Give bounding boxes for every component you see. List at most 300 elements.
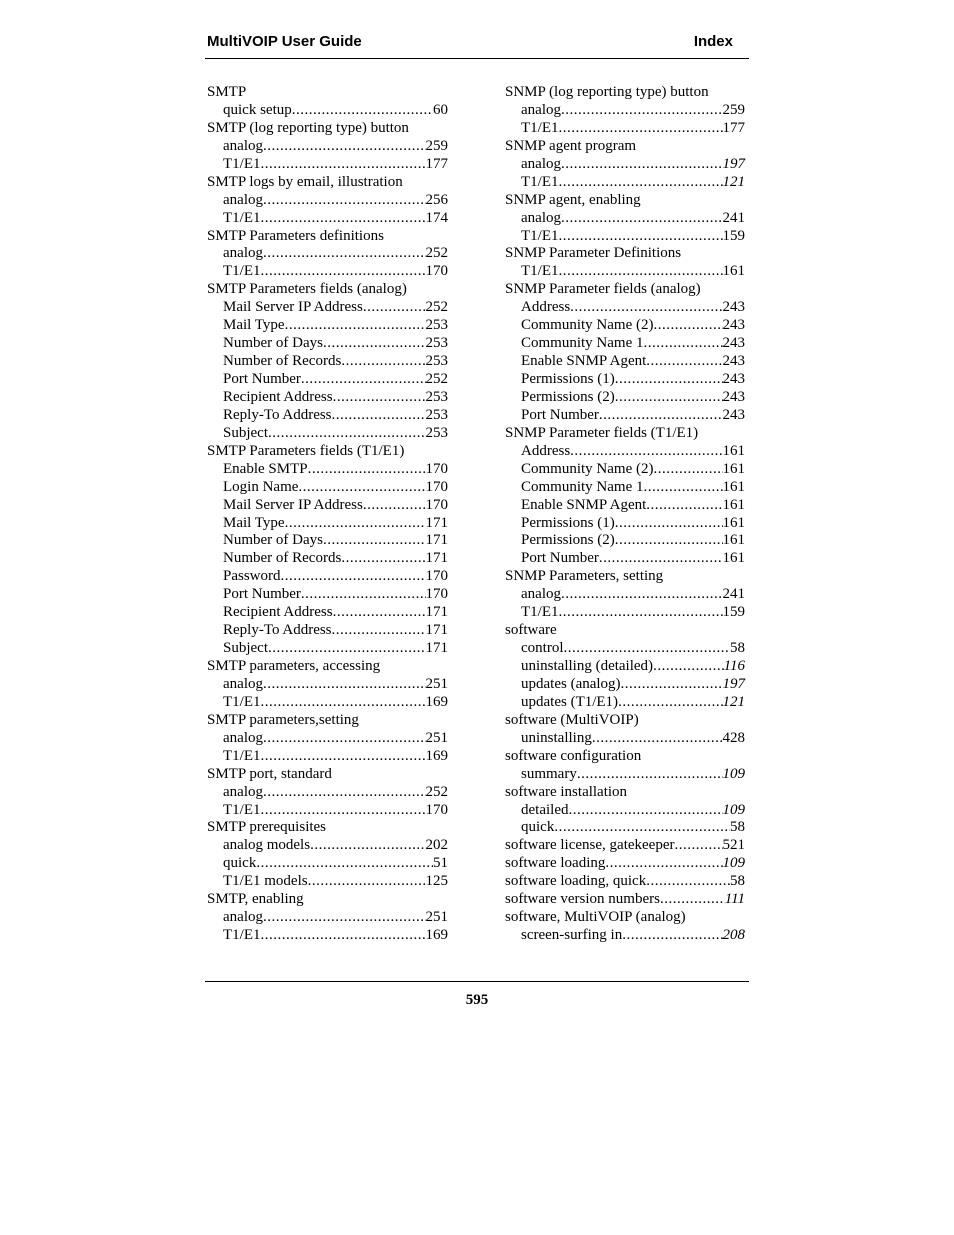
index-subentry <box>505 586 745 604</box>
dot-leader <box>559 604 723 622</box>
page-reference: 251 <box>425 675 448 692</box>
index-subentry <box>505 515 745 533</box>
page-reference: 169 <box>425 693 448 710</box>
index-subentry <box>207 550 448 568</box>
dot-leader <box>615 389 723 407</box>
index-subentry <box>505 658 745 676</box>
entry-label: T1/E1 <box>223 693 261 710</box>
entry-label: Mail Type <box>223 317 285 334</box>
index-heading: SMTP, enabling <box>207 891 304 908</box>
dot-leader <box>363 497 426 515</box>
entry-label: Enable SNMP Agent <box>521 353 647 370</box>
dot-leader <box>261 210 426 228</box>
entry-label: T1/E1 <box>223 155 261 172</box>
dot-leader <box>564 640 731 658</box>
index-column-right <box>505 84 745 945</box>
dot-leader <box>599 407 723 425</box>
entry-label: software version numbers <box>505 891 660 908</box>
dot-leader <box>646 353 722 371</box>
page-reference: 241 <box>722 209 745 226</box>
dot-leader <box>577 766 723 784</box>
entry-label: Community Name (2) <box>521 460 654 477</box>
entry-label: T1/E1 <box>223 209 261 226</box>
entry-label: analog models <box>223 837 311 854</box>
dot-leader <box>268 425 426 443</box>
page-reference: 197 <box>722 155 745 172</box>
page-reference: 171 <box>425 550 448 567</box>
entry-label: Enable SMTP <box>223 460 308 477</box>
entry-label: Permissions (1) <box>521 371 615 387</box>
page-reference: 170 <box>425 586 448 603</box>
page-reference: 159 <box>722 604 745 621</box>
index-subentry <box>207 102 448 120</box>
entry-label: Recipient Address <box>223 604 333 621</box>
index-heading: software (MultiVOIP) <box>505 711 639 728</box>
page-reference: 161 <box>722 263 745 280</box>
entry-label: summary <box>521 765 577 782</box>
dot-leader <box>568 802 722 820</box>
index-subentry <box>207 515 448 533</box>
entry-label: Address <box>521 299 571 316</box>
index-subentry <box>207 192 448 210</box>
document-title: MultiVOIP User Guide <box>207 33 362 50</box>
entry-label: Community Name 1 <box>521 335 644 352</box>
page-reference: 253 <box>425 317 448 334</box>
page-reference: 243 <box>722 406 745 423</box>
page-reference: 170 <box>425 460 448 477</box>
page-reference: 171 <box>425 514 448 531</box>
index-heading <box>505 891 745 909</box>
dot-leader <box>559 263 723 281</box>
index-heading: SNMP Parameter Definitions <box>505 245 682 262</box>
page-reference: 170 <box>425 478 448 495</box>
dot-leader <box>653 461 722 479</box>
dot-leader <box>363 299 426 317</box>
index-heading: SMTP (log reporting type) button <box>207 119 409 136</box>
entry-label: T1/E1 <box>223 927 261 944</box>
page-reference: 109 <box>722 855 745 872</box>
page-reference: 171 <box>425 604 448 621</box>
dot-leader <box>570 443 722 461</box>
dot-leader <box>621 676 723 694</box>
index-subentry <box>207 317 448 335</box>
page-reference: 253 <box>425 406 448 423</box>
index-subentry <box>207 389 448 407</box>
index-subentry <box>505 389 745 407</box>
dot-leader <box>653 658 724 676</box>
entry-label: T1/E1 <box>223 747 261 764</box>
entry-label: Port Number <box>223 586 301 603</box>
index-subentry <box>207 299 448 317</box>
index-subentry <box>505 640 745 658</box>
dot-leader <box>333 389 426 407</box>
dot-leader <box>263 730 426 748</box>
page-reference: 161 <box>722 496 745 513</box>
index-subentry <box>505 927 745 945</box>
index-subentry <box>505 676 745 694</box>
page-reference: 202 <box>425 837 448 854</box>
page-reference: 58 <box>730 640 745 657</box>
page-reference: 161 <box>722 460 745 477</box>
page-reference: 161 <box>722 532 745 549</box>
dot-leader <box>653 317 722 335</box>
entry-label: analog <box>223 675 263 692</box>
index-subentry <box>505 353 745 371</box>
dot-leader <box>341 550 425 568</box>
dot-leader <box>298 479 425 497</box>
dot-leader <box>554 819 730 837</box>
index-subentry <box>505 479 745 497</box>
dot-leader <box>615 371 723 389</box>
entry-label: Mail Server IP Address <box>223 496 363 513</box>
index-subentry <box>207 335 448 353</box>
index-subentry <box>207 927 448 945</box>
page-reference: 161 <box>722 550 745 567</box>
index-subentry <box>505 102 745 120</box>
index-subentry <box>207 604 448 622</box>
dot-leader <box>263 784 426 802</box>
dot-leader <box>285 317 426 335</box>
header-rule <box>205 58 749 59</box>
index-subentry <box>207 353 448 371</box>
index-subentry <box>505 443 745 461</box>
index-subentry <box>505 156 745 174</box>
index-heading: SNMP Parameters, setting <box>505 568 664 585</box>
dot-leader <box>660 891 725 909</box>
dot-leader <box>559 120 723 138</box>
entry-label: Enable SNMP Agent <box>521 496 647 513</box>
dot-leader <box>301 586 426 604</box>
entry-label: quick <box>521 819 555 836</box>
index-subentry <box>505 263 745 281</box>
index-subentry <box>505 532 745 550</box>
entry-label: Permissions (1) <box>521 514 615 531</box>
entry-label: Number of Days <box>223 335 323 352</box>
index-heading: SNMP agent program <box>505 137 637 154</box>
page-reference: 252 <box>425 371 448 387</box>
index-subentry <box>207 156 448 174</box>
page-reference: 256 <box>425 191 448 208</box>
index-heading: SMTP Parameters fields (T1/E1) <box>207 442 405 459</box>
entry-label: analog <box>521 101 561 118</box>
page-reference: 208 <box>722 927 745 944</box>
dot-leader <box>570 299 722 317</box>
index-subentry <box>207 622 448 640</box>
entry-label: analog <box>521 209 561 226</box>
index-subentry <box>207 802 448 820</box>
entry-label: analog <box>223 909 263 926</box>
index-subentry <box>207 568 448 586</box>
entry-label: Password <box>223 568 281 585</box>
page-reference: 243 <box>722 353 745 370</box>
entry-label: Community Name (2) <box>521 317 654 334</box>
entry-label: Permissions (2) <box>521 532 615 549</box>
dot-leader <box>592 730 723 748</box>
page-reference: 243 <box>722 317 745 334</box>
index-subentry <box>207 497 448 515</box>
entry-label: uninstalling (detailed) <box>521 658 654 674</box>
index-subentry <box>207 909 448 927</box>
entry-label: Login Name <box>223 478 299 495</box>
index-subentry <box>505 802 745 820</box>
index-subentry <box>207 855 448 873</box>
dot-leader <box>644 335 723 353</box>
index-heading: SNMP agent, enabling <box>505 191 641 208</box>
index-subentry <box>207 532 448 550</box>
dot-leader <box>599 550 723 568</box>
page-reference: 58 <box>730 819 745 836</box>
entry-label: software loading <box>505 855 606 872</box>
dot-leader <box>615 532 723 550</box>
dot-leader <box>256 855 433 873</box>
dot-leader <box>323 335 426 353</box>
entry-label: updates (T1/E1) <box>521 693 619 710</box>
page-reference: 241 <box>722 586 745 603</box>
page-reference: 243 <box>722 299 745 316</box>
page-reference: 159 <box>722 227 745 244</box>
entry-label: T1/E1 models <box>223 873 308 890</box>
page-reference: 109 <box>722 801 745 818</box>
index-subentry <box>207 586 448 604</box>
dot-leader <box>285 515 426 533</box>
entry-label: control <box>521 640 564 657</box>
index-subentry <box>505 461 745 479</box>
index-heading: SMTP port, standard <box>207 765 332 782</box>
dot-leader <box>261 748 426 766</box>
page-reference: 253 <box>425 388 448 405</box>
page-reference: 51 <box>433 855 448 872</box>
entry-label: Number of Days <box>223 532 323 549</box>
index-subentry <box>505 550 745 568</box>
index-heading: software, MultiVOIP (analog) <box>505 909 686 926</box>
index-heading <box>505 837 745 855</box>
entry-label: updates (analog) <box>521 675 621 692</box>
page-reference: 252 <box>425 783 448 800</box>
index-subentry <box>207 676 448 694</box>
page-reference: 170 <box>425 568 448 585</box>
entry-label: Port Number <box>223 371 301 387</box>
entry-label: analog <box>223 137 263 154</box>
page-number: 595 <box>465 992 489 1008</box>
entry-label: analog <box>223 783 263 800</box>
index-subentry <box>207 461 448 479</box>
entry-label: Number of Records <box>223 353 342 370</box>
page-reference: 121 <box>722 693 745 710</box>
dot-leader <box>263 676 426 694</box>
page-reference: 252 <box>425 245 448 262</box>
page-reference: 243 <box>722 388 745 405</box>
page-reference: 170 <box>425 496 448 513</box>
entry-label: analog <box>223 245 263 262</box>
dot-leader <box>333 604 426 622</box>
page-reference: 58 <box>730 873 745 890</box>
dot-leader <box>308 461 426 479</box>
entry-label: software license, gatekeeper <box>505 837 675 854</box>
index-heading <box>505 873 745 891</box>
entry-label: Mail Type <box>223 514 285 531</box>
page-reference: 177 <box>425 155 448 172</box>
dot-leader <box>561 210 723 228</box>
page-reference: 171 <box>425 622 448 639</box>
dot-leader <box>268 640 426 658</box>
entry-label: Recipient Address <box>223 388 333 405</box>
dot-leader <box>561 586 723 604</box>
dot-leader <box>263 245 426 263</box>
page-reference: 169 <box>425 747 448 764</box>
page-reference: 116 <box>723 658 745 674</box>
entry-label: analog <box>521 586 561 603</box>
entry-label: Subject <box>223 424 268 441</box>
dot-leader <box>261 927 426 945</box>
entry-label: T1/E1 <box>521 263 559 280</box>
page-reference: 428 <box>722 729 745 746</box>
entry-label: Number of Records <box>223 550 342 567</box>
index-heading: SNMP Parameter fields (T1/E1) <box>505 424 699 441</box>
entry-label: Mail Server IP Address <box>223 299 363 316</box>
entry-label: T1/E1 <box>223 263 261 280</box>
index-subentry <box>207 371 448 389</box>
index-subentry <box>207 694 448 712</box>
page-reference: 111 <box>724 891 745 908</box>
index-subentry <box>505 407 745 425</box>
index-subentry <box>505 228 745 246</box>
dot-leader <box>559 228 723 246</box>
dot-leader <box>561 156 723 174</box>
index-subentry <box>505 604 745 622</box>
entry-label: Reply-To Address <box>223 406 332 423</box>
index-heading: software installation <box>505 783 628 800</box>
entry-label: Community Name 1 <box>521 478 644 495</box>
entry-label: T1/E1 <box>521 604 559 621</box>
entry-label: analog <box>223 191 263 208</box>
page-reference: 253 <box>425 335 448 352</box>
dot-leader <box>261 156 426 174</box>
page-reference: 60 <box>433 101 448 118</box>
page-reference: 170 <box>425 263 448 280</box>
entry-label: Address <box>521 442 571 459</box>
entry-label: T1/E1 <box>521 173 559 190</box>
page-reference: 174 <box>425 209 448 226</box>
index-heading: SMTP Parameters fields (analog) <box>207 281 407 298</box>
entry-label: T1/E1 <box>223 801 261 818</box>
index-subentry <box>207 407 448 425</box>
dot-leader <box>622 927 722 945</box>
dot-leader <box>281 568 426 586</box>
index-heading: SMTP <box>207 84 247 100</box>
page-reference: 161 <box>722 514 745 531</box>
index-subentry <box>505 694 745 712</box>
dot-leader <box>561 102 723 120</box>
page-reference: 125 <box>425 873 448 890</box>
dot-leader <box>301 371 426 389</box>
dot-leader <box>675 837 723 855</box>
index-subentry <box>207 730 448 748</box>
index-subentry <box>207 748 448 766</box>
index-heading: SMTP prerequisites <box>207 819 327 836</box>
section-title: Index <box>693 33 733 50</box>
dot-leader <box>646 497 722 515</box>
index-column-left <box>207 84 448 945</box>
index-heading: SMTP logs by email, illustration <box>207 173 403 190</box>
page-reference: 253 <box>425 353 448 370</box>
page-reference: 243 <box>722 371 745 387</box>
entry-label: T1/E1 <box>521 119 559 136</box>
dot-leader <box>310 837 425 855</box>
page-reference: 170 <box>425 801 448 818</box>
page-reference: 169 <box>425 927 448 944</box>
dot-leader <box>308 873 426 891</box>
page-reference: 251 <box>425 729 448 746</box>
page-reference: 243 <box>722 335 745 352</box>
index-heading: SMTP Parameters definitions <box>207 227 384 244</box>
page-reference: 259 <box>425 137 448 154</box>
index-subentry <box>505 120 745 138</box>
page-reference: 197 <box>722 675 745 692</box>
page-reference: 253 <box>425 424 448 441</box>
page-reference: 252 <box>425 299 448 316</box>
entry-label: screen-surfing in <box>521 927 623 944</box>
entry-label: T1/E1 <box>521 227 559 244</box>
index-subentry <box>505 335 745 353</box>
index-subentry <box>207 873 448 891</box>
page-reference: 177 <box>722 119 745 136</box>
index-subentry <box>207 479 448 497</box>
footer-rule <box>205 981 749 982</box>
dot-leader <box>263 138 426 156</box>
dot-leader <box>559 174 723 192</box>
index-subentry <box>207 210 448 228</box>
dot-leader <box>263 192 426 210</box>
index-heading: SMTP parameters, accessing <box>207 658 381 674</box>
index-heading: SNMP Parameter fields (analog) <box>505 281 701 298</box>
dot-leader <box>605 855 722 873</box>
index-subentry <box>505 210 745 228</box>
index-heading: software configuration <box>505 747 642 764</box>
page-reference: 161 <box>722 478 745 495</box>
entry-label: quick <box>223 855 257 872</box>
dot-leader <box>644 479 723 497</box>
entry-label: analog <box>521 155 561 172</box>
page-reference: 171 <box>425 640 448 657</box>
entry-label: Port Number <box>521 406 599 423</box>
dot-leader <box>323 532 426 550</box>
entry-label: Port Number <box>521 550 599 567</box>
index-subentry <box>505 371 745 389</box>
index-subentry <box>207 837 448 855</box>
entry-label: Subject <box>223 640 268 657</box>
dot-leader <box>332 622 426 640</box>
index-heading: SMTP parameters,setting <box>207 711 359 728</box>
page-reference: 161 <box>722 442 745 459</box>
dot-leader <box>618 694 722 712</box>
index-subentry <box>505 317 745 335</box>
dot-leader <box>615 515 723 533</box>
index-subentry <box>207 245 448 263</box>
entry-label: Reply-To Address <box>223 622 332 639</box>
entry-label: software loading, quick <box>505 873 647 890</box>
page-reference: 121 <box>722 173 745 190</box>
entry-label: quick setup <box>223 101 292 118</box>
page-reference: 171 <box>425 532 448 549</box>
page-reference: 521 <box>722 837 745 854</box>
page-reference: 109 <box>722 765 745 782</box>
dot-leader <box>261 263 426 281</box>
index-heading <box>505 855 745 873</box>
index-subentry <box>505 299 745 317</box>
index-subentry <box>505 497 745 515</box>
index-subentry <box>207 263 448 281</box>
index-heading: SNMP (log reporting type) button <box>505 84 709 100</box>
